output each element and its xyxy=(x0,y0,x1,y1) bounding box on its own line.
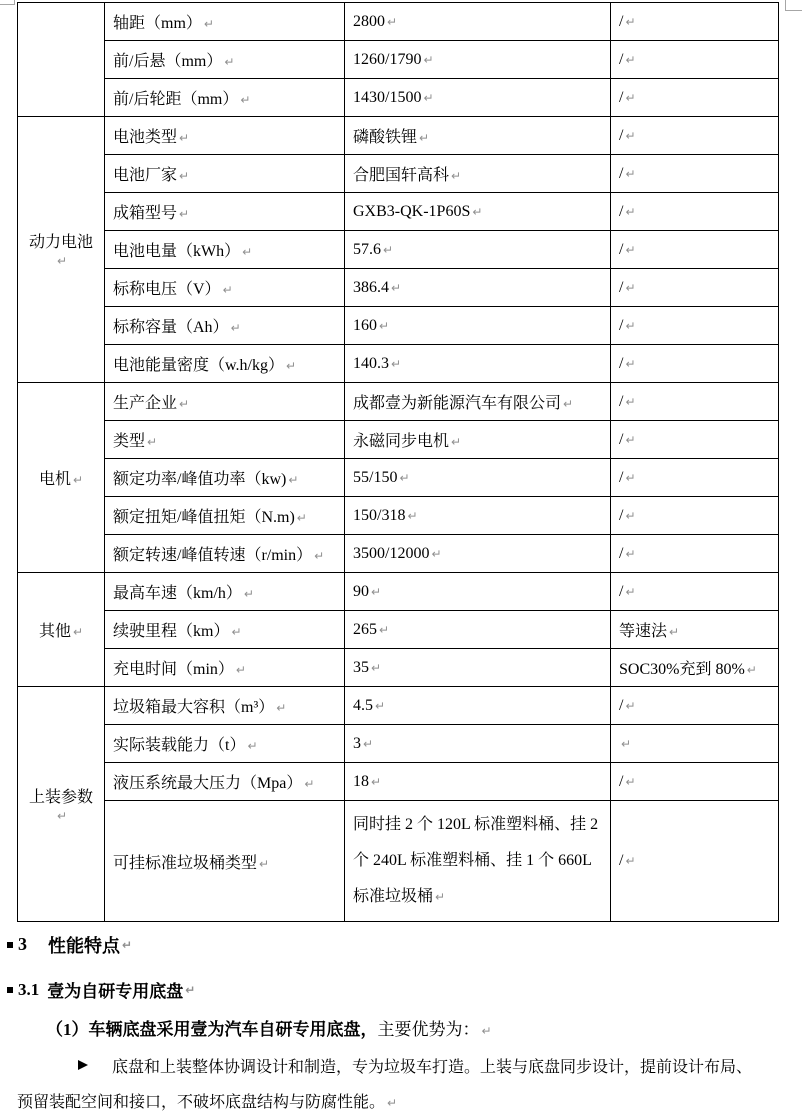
cell-end-mark-icon: ↵ xyxy=(621,736,632,751)
group-label: 其他 xyxy=(38,623,71,640)
parameter-name-cell[interactable] xyxy=(105,801,345,922)
cell-end-mark-icon: ↵ xyxy=(363,736,374,751)
remark-cell-text: / xyxy=(619,430,624,448)
remark-cell[interactable] xyxy=(611,383,779,421)
remark-cell[interactable] xyxy=(611,459,779,497)
cell-end-mark-icon: ↵ xyxy=(371,774,382,789)
cell-end-mark-icon: ↵ xyxy=(387,14,398,29)
group-label-cell[interactable] xyxy=(18,573,105,687)
parameter-name-cell[interactable] xyxy=(105,611,345,649)
spec-table-row xyxy=(18,649,779,687)
spec-table-row xyxy=(18,611,779,649)
cell-end-mark-icon: ↵ xyxy=(375,698,386,713)
group-label-cell[interactable] xyxy=(18,687,105,922)
remark-cell-text: / xyxy=(619,506,624,524)
cell-end-mark-icon: ↵ xyxy=(242,245,253,259)
remark-cell[interactable] xyxy=(611,231,779,269)
parameter-value-cell-text: 386.4 xyxy=(353,278,389,296)
remark-cell[interactable] xyxy=(611,193,779,231)
parameter-name-cell[interactable] xyxy=(105,535,345,573)
parameter-name-cell-text: 额定扭矩/峰值扭矩（N.m) xyxy=(113,509,295,526)
parameter-value-cell[interactable] xyxy=(345,573,611,611)
remark-cell-text: 等速法 xyxy=(619,623,668,640)
parameter-value-cell-text: 同时挂 2 个 120L 标准塑料桶、挂 2 个 240L 标准塑料桶、挂 1 个 660L 标准垃圾桶 xyxy=(353,816,599,905)
remark-cell-text: SOC30%充到 80% xyxy=(619,661,745,678)
heading-section-3-1[interactable] xyxy=(0,978,802,1001)
parameter-name-cell-text: 可挂标准垃圾桶类型 xyxy=(113,854,258,872)
parameter-value-cell-text: 160 xyxy=(353,316,377,334)
spec-table-row xyxy=(18,345,779,383)
remark-cell[interactable] xyxy=(611,497,779,535)
cell-end-mark-icon: ↵ xyxy=(203,17,214,31)
paragraph-normal-text: 主要优势为： xyxy=(377,1020,480,1039)
cell-end-mark-icon: ↵ xyxy=(423,52,434,67)
remark-cell[interactable] xyxy=(611,687,779,725)
bullet-item-line2[interactable] xyxy=(0,1089,802,1111)
cell-end-mark-icon: ↵ xyxy=(399,470,410,485)
parameter-value-cell[interactable] xyxy=(345,307,611,345)
remark-cell[interactable] xyxy=(611,763,779,801)
remark-cell[interactable] xyxy=(611,725,779,763)
bullet-item-line1[interactable] xyxy=(0,1053,802,1077)
parameter-name-cell[interactable] xyxy=(105,725,345,763)
group-label: 电机 xyxy=(38,471,71,488)
remark-cell[interactable] xyxy=(611,611,779,649)
parameter-value-cell-text: 1430/1500 xyxy=(353,88,422,106)
remark-cell[interactable] xyxy=(611,573,779,611)
parameter-name-cell[interactable] xyxy=(105,231,345,269)
spec-table-row xyxy=(18,307,779,345)
parameter-name-cell[interactable] xyxy=(105,573,345,611)
parameter-value-cell[interactable] xyxy=(345,611,611,649)
parameter-value-cell[interactable] xyxy=(345,535,611,573)
parameter-value-cell[interactable] xyxy=(345,763,611,801)
group-label: 上装参数 xyxy=(28,788,93,806)
parameter-name-cell-text: 前/后悬（mm） xyxy=(113,53,223,70)
parameter-name-cell-text: 垃圾箱最大容积（m³） xyxy=(113,699,275,716)
remark-cell[interactable] xyxy=(611,269,779,307)
parameter-value-cell-text: 90 xyxy=(353,582,369,600)
parameter-name-cell[interactable] xyxy=(105,649,345,687)
parameter-name-cell-text: 成箱型号 xyxy=(113,205,178,222)
parameter-value-cell[interactable] xyxy=(345,193,611,231)
remark-cell-text: / xyxy=(619,354,624,372)
spec-table-row xyxy=(18,535,779,573)
spec-table-row xyxy=(18,573,779,611)
cell-end-mark-icon: ↵ xyxy=(235,663,246,677)
cell-end-mark-icon: ↵ xyxy=(563,397,574,411)
parameter-value-cell-text: 265 xyxy=(353,620,377,638)
parameter-name-cell-text: 电池能量密度（w.h/kg） xyxy=(113,357,284,374)
parameter-name-cell-text: 类型 xyxy=(113,433,146,450)
parameter-name-cell-text: 续驶里程（km） xyxy=(113,623,230,640)
parameter-name-cell[interactable] xyxy=(105,763,345,801)
cell-end-mark-icon: ↵ xyxy=(391,356,402,371)
cell-end-mark-icon: ↵ xyxy=(625,432,636,447)
cell-end-mark-icon: ↵ xyxy=(259,856,270,871)
spec-table-row xyxy=(18,231,779,269)
parameter-value-cell-text: 磷酸铁锂 xyxy=(353,129,418,146)
remark-cell-text: / xyxy=(619,240,624,258)
remark-cell-text: / xyxy=(619,50,624,68)
parameter-name-cell[interactable] xyxy=(105,307,345,345)
parameter-value-cell[interactable] xyxy=(345,345,611,383)
arrowhead-bullet-icon xyxy=(78,1060,88,1070)
paragraph-mark-icon: ↵ xyxy=(387,1096,398,1110)
remark-cell-text: / xyxy=(619,696,624,714)
remark-cell-text: / xyxy=(619,88,624,106)
remark-cell-text: / xyxy=(619,202,624,220)
spec-table-row xyxy=(18,193,779,231)
cell-end-mark-icon: ↵ xyxy=(304,777,315,791)
cell-end-mark-icon: ↵ xyxy=(56,808,68,823)
cell-end-mark-icon: ↵ xyxy=(625,394,636,409)
remark-cell[interactable] xyxy=(611,345,779,383)
outline-square-icon xyxy=(7,987,13,993)
parameter-value-cell-text: 57.6 xyxy=(353,240,381,258)
cell-end-mark-icon: ↵ xyxy=(231,625,242,639)
parameter-name-cell-text: 电池类型 xyxy=(113,129,178,146)
parameter-value-cell[interactable] xyxy=(345,41,611,79)
cell-end-mark-icon: ↵ xyxy=(147,435,158,449)
cell-end-mark-icon: ↵ xyxy=(625,584,636,599)
cell-end-mark-icon: ↵ xyxy=(625,508,636,523)
group-label-cell[interactable] xyxy=(18,3,105,117)
cell-end-mark-icon: ↵ xyxy=(391,280,402,295)
parameter-value-cell-text: 4.5 xyxy=(353,696,373,714)
bullet-text-line2: 预留装配空间和接口，不破坏底盘结构与防腐性能。 xyxy=(17,1094,386,1111)
parameter-value-cell[interactable] xyxy=(345,155,611,193)
cell-end-mark-icon: ↵ xyxy=(625,698,636,713)
parameter-value-cell[interactable] xyxy=(345,801,611,922)
parameter-value-cell-text: 55/150 xyxy=(353,468,398,486)
cell-end-mark-icon: ↵ xyxy=(379,318,390,333)
cell-end-mark-icon: ↵ xyxy=(179,169,190,183)
cell-end-mark-icon: ↵ xyxy=(72,473,84,487)
parameter-value-cell[interactable] xyxy=(345,117,611,155)
cell-end-mark-icon: ↵ xyxy=(288,473,299,487)
paragraph-mark-icon: ↵ xyxy=(185,982,196,997)
parameter-name-cell-text: 实际装载能力（t） xyxy=(113,737,246,754)
bullet-text-line1: 底盘和上装整体协调设计和制造，专为垃圾车打造。上装与底盘同步设计，提前设计布局、 xyxy=(112,1058,753,1076)
spec-table-row xyxy=(18,41,779,79)
cell-end-mark-icon: ↵ xyxy=(625,546,636,561)
cell-end-mark-icon: ↵ xyxy=(371,660,382,675)
remark-cell-text: / xyxy=(619,164,624,182)
cell-end-mark-icon: ↵ xyxy=(625,356,636,371)
remark-cell[interactable] xyxy=(611,801,779,922)
cell-end-mark-icon: ↵ xyxy=(179,397,190,411)
remark-cell-text: / xyxy=(619,582,624,600)
cell-end-mark-icon: ↵ xyxy=(625,204,636,219)
remark-cell-text: / xyxy=(619,12,624,30)
paragraph-bold-text: （1）车辆底盘采用壹为汽车自研专用底盘， xyxy=(46,1020,378,1039)
cell-end-mark-icon: ↵ xyxy=(625,242,636,257)
group-label-cell[interactable] xyxy=(18,117,105,383)
remark-cell[interactable] xyxy=(611,307,779,345)
spec-table-row xyxy=(18,421,779,459)
parameter-name-cell[interactable] xyxy=(105,79,345,117)
document-body-text xyxy=(0,930,802,1111)
parameter-name-cell[interactable] xyxy=(105,345,345,383)
parameter-name-cell-text: 额定功率/峰值功率（kw) xyxy=(113,471,287,488)
parameter-name-cell-text: 电池厂家 xyxy=(113,167,178,184)
parameter-value-cell[interactable] xyxy=(345,725,611,763)
cell-end-mark-icon: ↵ xyxy=(625,854,636,868)
parameter-name-cell-text: 标称容量（Ah） xyxy=(113,319,229,336)
cell-end-mark-icon: ↵ xyxy=(371,584,382,599)
page-margin-corner-mark-left xyxy=(0,0,15,5)
cell-end-mark-icon: ↵ xyxy=(625,14,636,29)
remark-cell-text: / xyxy=(619,278,624,296)
parameter-value-cell[interactable] xyxy=(345,79,611,117)
cell-end-mark-icon: ↵ xyxy=(435,890,446,904)
spec-table-body xyxy=(18,3,779,922)
cell-end-mark-icon: ↵ xyxy=(247,739,258,753)
parameter-name-cell[interactable] xyxy=(105,41,345,79)
cell-end-mark-icon: ↵ xyxy=(625,318,636,333)
cell-end-mark-icon: ↵ xyxy=(224,55,235,69)
cell-end-mark-icon: ↵ xyxy=(625,52,636,67)
vehicle-spec-table xyxy=(17,2,779,922)
heading-title: 性能特点 xyxy=(48,935,120,956)
parameter-value-cell[interactable] xyxy=(345,231,611,269)
parameter-value-cell-text: 永磁同步电机 xyxy=(353,433,450,450)
cell-end-mark-icon: ↵ xyxy=(625,774,636,789)
parameter-value-cell-text: 2800 xyxy=(353,12,385,30)
heading-number: 3.1 xyxy=(18,979,40,999)
cell-end-mark-icon: ↵ xyxy=(383,242,394,257)
spec-table-row xyxy=(18,3,779,41)
heading-number: 3 xyxy=(18,934,27,954)
heading-title: 壹为自研专用底盘 xyxy=(47,982,184,1001)
parameter-value-cell-text: 3 xyxy=(353,734,361,752)
group-label: 动力电池 xyxy=(28,234,93,251)
parameter-value-cell-text: 1260/1790 xyxy=(353,50,422,68)
cell-end-mark-icon: ↵ xyxy=(625,90,636,105)
parameter-name-cell-text: 轴距（mm） xyxy=(113,15,202,32)
remark-cell[interactable] xyxy=(611,155,779,193)
spec-table-row xyxy=(18,497,779,535)
cell-end-mark-icon: ↵ xyxy=(625,166,636,181)
cell-end-mark-icon: ↵ xyxy=(285,359,297,373)
cell-end-mark-icon: ↵ xyxy=(746,663,757,677)
heading-section-3[interactable] xyxy=(0,933,802,956)
parameter-name-cell-text: 标称电压（V） xyxy=(113,281,221,298)
remark-cell-text: / xyxy=(619,126,624,144)
parameter-name-cell[interactable] xyxy=(105,193,345,231)
spec-table-row xyxy=(18,763,779,801)
parameter-name-cell[interactable] xyxy=(105,269,345,307)
parameter-value-cell[interactable] xyxy=(345,649,611,687)
parameter-name-cell[interactable] xyxy=(105,421,345,459)
parameter-value-cell-text: 35 xyxy=(353,658,369,676)
parameter-value-cell-text: 150/318 xyxy=(353,506,406,524)
paragraph-advantages-intro[interactable] xyxy=(0,1015,802,1037)
cell-end-mark-icon: ↵ xyxy=(379,622,390,637)
parameter-name-cell[interactable] xyxy=(105,3,345,41)
cell-end-mark-icon: ↵ xyxy=(56,254,68,268)
parameter-name-cell-text: 充电时间（min） xyxy=(113,661,234,678)
spec-table-row xyxy=(18,725,779,763)
parameter-name-cell-text: 最高车速（km/h） xyxy=(113,585,242,602)
spec-table-row xyxy=(18,687,779,725)
parameter-value-cell-text: 140.3 xyxy=(353,354,389,372)
parameter-name-cell[interactable] xyxy=(105,497,345,535)
spec-table-row xyxy=(18,155,779,193)
remark-cell[interactable] xyxy=(611,3,779,41)
paragraph-mark-icon: ↵ xyxy=(122,937,133,952)
parameter-value-cell[interactable] xyxy=(345,497,611,535)
cell-end-mark-icon: ↵ xyxy=(276,701,287,715)
spec-table-row xyxy=(18,801,779,922)
parameter-name-cell[interactable] xyxy=(105,687,345,725)
cell-end-mark-icon: ↵ xyxy=(240,93,251,107)
parameter-value-cell-text: 合肥国轩高科 xyxy=(353,167,450,184)
remark-cell-text: / xyxy=(619,392,624,410)
parameter-name-cell-text: 额定转速/峰值转速（r/min） xyxy=(113,547,313,564)
cell-end-mark-icon: ↵ xyxy=(222,283,233,297)
parameter-value-cell[interactable] xyxy=(345,459,611,497)
parameter-value-cell[interactable] xyxy=(345,3,611,41)
parameter-value-cell-text: GXB3-QK-1P60S xyxy=(353,202,471,220)
remark-cell-text: / xyxy=(619,544,624,562)
parameter-name-cell[interactable] xyxy=(105,117,345,155)
remark-cell-text: / xyxy=(619,772,624,790)
spec-table-row xyxy=(18,117,779,155)
cell-end-mark-icon: ↵ xyxy=(669,625,680,639)
paragraph-mark-icon: ↵ xyxy=(481,1024,492,1038)
remark-cell[interactable] xyxy=(611,79,779,117)
cell-end-mark-icon: ↵ xyxy=(243,587,254,601)
spec-table-row xyxy=(18,383,779,421)
parameter-name-cell[interactable] xyxy=(105,155,345,193)
parameter-name-cell-text: 前/后轮距（mm） xyxy=(113,91,239,108)
parameter-name-cell-text: 液压系统最大压力（Mpa） xyxy=(113,775,303,792)
remark-cell[interactable] xyxy=(611,649,779,687)
parameter-name-cell-text: 生产企业 xyxy=(113,395,178,412)
page-margin-corner-mark-right xyxy=(785,0,802,11)
cell-end-mark-icon: ↵ xyxy=(230,321,241,335)
cell-end-mark-icon: ↵ xyxy=(625,280,636,295)
parameter-value-cell-text: 18 xyxy=(353,772,369,790)
group-label-cell[interactable] xyxy=(18,383,105,573)
parameter-value-cell[interactable] xyxy=(345,687,611,725)
spec-table-row xyxy=(18,79,779,117)
cell-end-mark-icon: ↵ xyxy=(451,435,462,449)
remark-cell-text: / xyxy=(619,468,624,486)
parameter-name-cell[interactable] xyxy=(105,459,345,497)
remark-cell[interactable] xyxy=(611,117,779,155)
parameter-value-cell[interactable] xyxy=(345,421,611,459)
parameter-value-cell-text: 成都壹为新能源汽车有限公司 xyxy=(353,395,562,412)
cell-end-mark-icon: ↵ xyxy=(314,549,325,563)
cell-end-mark-icon: ↵ xyxy=(451,169,462,183)
cell-end-mark-icon: ↵ xyxy=(407,508,418,523)
cell-end-mark-icon: ↵ xyxy=(431,546,442,561)
cell-end-mark-icon: ↵ xyxy=(179,131,190,145)
remark-cell[interactable] xyxy=(611,41,779,79)
cell-end-mark-icon: ↵ xyxy=(472,204,483,219)
cell-end-mark-icon: ↵ xyxy=(625,128,636,143)
remark-cell[interactable] xyxy=(611,421,779,459)
cell-end-mark-icon: ↵ xyxy=(625,470,636,485)
parameter-name-cell-text: 电池电量（kWh） xyxy=(113,243,241,260)
cell-end-mark-icon: ↵ xyxy=(419,131,430,145)
parameter-value-cell[interactable] xyxy=(345,269,611,307)
cell-end-mark-icon: ↵ xyxy=(72,625,84,639)
spec-table-row xyxy=(18,459,779,497)
parameter-value-cell-text: 3500/12000 xyxy=(353,544,430,562)
remark-cell-text: / xyxy=(619,316,624,334)
parameter-name-cell[interactable] xyxy=(105,383,345,421)
remark-cell-text: / xyxy=(619,852,624,869)
parameter-value-cell[interactable] xyxy=(345,383,611,421)
outline-square-icon xyxy=(7,942,13,948)
cell-end-mark-icon: ↵ xyxy=(179,207,190,221)
remark-cell[interactable] xyxy=(611,535,779,573)
cell-end-mark-icon: ↵ xyxy=(423,90,434,105)
spec-table-row xyxy=(18,269,779,307)
cell-end-mark-icon: ↵ xyxy=(296,511,307,525)
